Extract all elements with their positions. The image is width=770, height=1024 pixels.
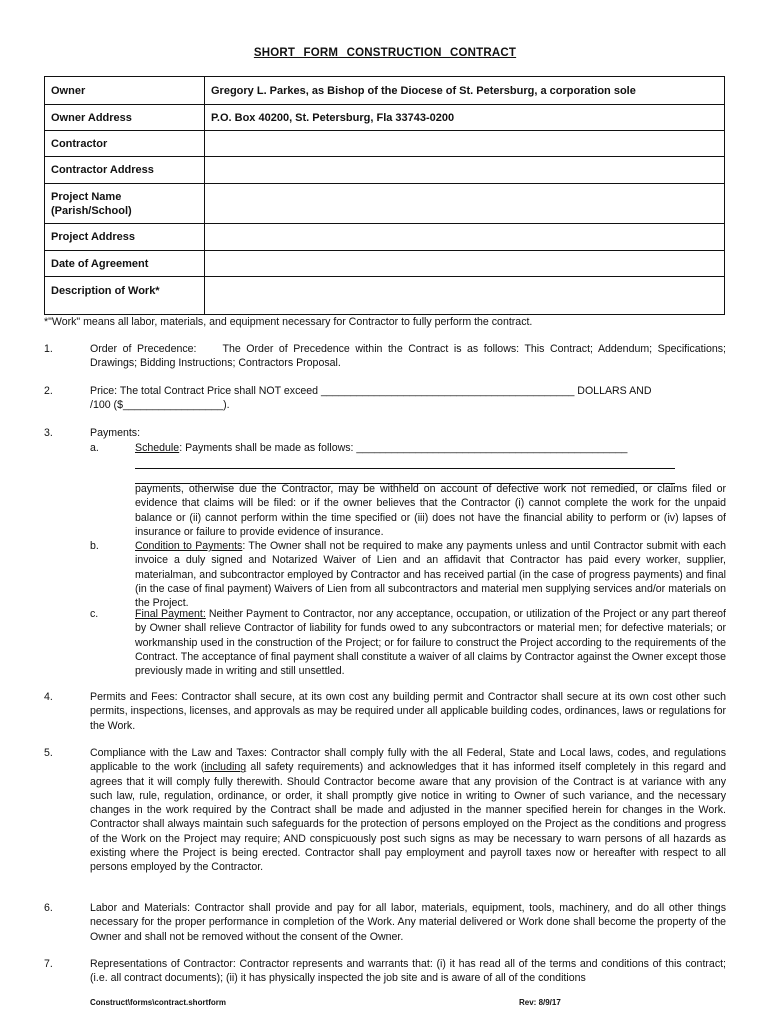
section-2-line1: Price: The total Contract Price shall NOT exceed ___________________________________________ DOLLARS AND	[90, 385, 652, 397]
section-4-number: 4.	[44, 691, 53, 703]
section-3a-lead: Schedule	[135, 442, 180, 454]
owner-address-label: Owner Address	[45, 105, 205, 131]
table-row	[45, 105, 725, 131]
contractor-value[interactable]	[205, 131, 725, 157]
table-row	[45, 277, 725, 315]
section-3a-text	[135, 441, 726, 455]
section-1-lead: Order of Precedence:	[90, 343, 197, 355]
section-5-body-b: all safety requirements) and acknowledges that it has informed itself completely in this regard and agrees that it will comply fully therewith. Should Contractor become aware that any provision of the Contract is at variance with any such law, rule, regulation, ordinance, or order, it shall promptly give notice in writing to Owner of such variance, and the necessary changes in the work required by the Contract shall be made and adjusted in the manner specified herein for changes in the Work. Contractor shall always maintain such safeguards for the protection of persons employed on the Project as the conditions and progress of the Work on the Project may require; AND conspicuously post such signs as may be necessary to warn persons of all hazards as existing where the Project is being erected. Contractor shall pay employment and payroll taxes now or hereafter with respect to all persons employed by the Contractor.	[90, 761, 726, 874]
owner-label: Owner	[45, 77, 205, 105]
section-3-heading: Payments:	[90, 427, 141, 439]
date-of-agreement-label: Date of Agreement	[45, 251, 205, 277]
section-3c-text	[135, 607, 726, 678]
table-row	[45, 224, 725, 251]
section-1-number: 1.	[44, 343, 53, 355]
section-3-number: 3.	[44, 427, 53, 439]
table-row	[45, 131, 725, 157]
section-5-body-a: Compliance with the Law and Taxes: Contractor shall comply fully with the all Federal, State and Local laws, codes, and regulations applicable to the work (	[90, 747, 726, 774]
project-name-value[interactable]	[205, 184, 725, 224]
section-3a-letter: a.	[90, 442, 99, 454]
section-4-text: Permits and Fees: Contractor shall secure, at its own cost any building permit and Contractor shall secure at its own cost other such permits, inspections, licenses, and approvals as may be required under all applicable building codes, ordinances, laws or regulations for the Work.	[90, 691, 726, 732]
table-row	[45, 251, 725, 277]
owner-value: Gregory L. Parkes, as Bishop of the Diocese of St. Petersburg, a corporation sole	[205, 77, 725, 105]
section-3b-letter: b.	[90, 540, 99, 552]
section-6-text: Labor and Materials: Contractor shall provide and pay for all labor, materials, equipment, tools, machinery, and do all other things necessary for the proper performance in completion of the Work. Any material delivered or Work done shall become the property of the Owner and shall not be removed without the consent of the Owner.	[90, 902, 726, 943]
contractor-label: Contractor	[45, 131, 205, 157]
contractor-address-label: Contractor Address	[45, 157, 205, 184]
section-2-number: 2.	[44, 385, 53, 397]
project-name-label-line2: (Parish/School)	[51, 204, 132, 217]
owner-address-value: P.O. Box 40200, St. Petersburg, Fla 33743-0200	[205, 105, 725, 131]
work-definition-footnote: *"Work" means all labor, materials, and equipment necessary for Contractor to fully perform the contract.	[44, 316, 533, 328]
footer-revision: Rev: 8/9/17	[519, 998, 561, 1007]
section-5-text	[90, 746, 726, 875]
document-title: SHORT FORM CONSTRUCTION CONTRACT	[253, 47, 517, 59]
section-2-text	[90, 384, 726, 413]
section-5-underlined: including	[204, 761, 247, 774]
table-row	[45, 157, 725, 184]
section-1-text	[90, 342, 726, 371]
schedule-blank-line-1[interactable]	[135, 468, 675, 469]
project-name-label-line1: Project Name	[51, 190, 122, 203]
section-2-line2: /100 ($_________________).	[90, 399, 230, 412]
description-of-work-label: Description of Work*	[45, 277, 205, 315]
project-address-value[interactable]	[205, 224, 725, 251]
section-3c-body: Neither Payment to Contractor, nor any acceptance, occupation, or utilization of the Project or any part thereof by Owner shall relieve Contractor of liability for funds owed to any subcontractors or material men; for defective materials; or workmanship used in the construction of the Project; or for failure to construct the Project according to the requirements of the Contract. The acceptance of final payment shall constitute a waiver of all claims by Contractor against the Owner except those previously made in writing and still unsettled.	[135, 608, 727, 678]
section-3b-body: : The Owner shall not be required to make any payments unless and until Contractor submit with each invoice a duly signed and Notarized Waiver of Lien and an affidavit that Contractor has paid every worker, supplier, materialman, and subcontractor employed by Contractor and has received partial (in the case of progress payments) and final (in the case of final payment) Waivers of Lien from all subcontractors and material men supplying services and/or materials on the Project.	[135, 540, 726, 610]
footer-file-path: Construct\forms\contract.shortform	[90, 998, 227, 1007]
project-name-label	[45, 184, 205, 224]
section-1-body: The Order of Precedence within the Contract is as follows: This Contract; Addendum; Specifications; Drawings; Bidding Instructions; Contractors Proposal.	[90, 343, 726, 370]
section-3a-continuation: payments, otherwise due the Contractor, may be withheld on account of defective work not remedied, or claims filed or evidence that claims will be filed: or if the owner believes that the Contractor (i) cannot complete the work for the unpaid balance or (ii) cannot perform within the time specified or (iii) does not have the financial ability to perform or (iv) lapses of insurance or failure to provide evidence of insurance.	[135, 483, 726, 538]
section-3b-text	[135, 539, 726, 610]
contractor-address-value[interactable]	[205, 157, 725, 184]
section-3b-lead: Condition to Payments	[135, 540, 243, 552]
section-6-number: 6.	[44, 902, 53, 914]
section-5-number: 5.	[44, 747, 53, 759]
description-of-work-value[interactable]	[205, 277, 725, 315]
table-row	[45, 77, 725, 105]
section-7-text: Representations of Contractor: Contractor represents and warrants that: (i) it has read all of the terms and conditions of this contract; (i.e. all contract documents); (ii) it has physically inspected the job site and is aware of all of the conditions	[90, 958, 726, 985]
date-of-agreement-value[interactable]	[205, 251, 725, 277]
section-3c-letter: c.	[90, 608, 99, 620]
table-row	[45, 184, 725, 224]
project-address-label: Project Address	[45, 224, 205, 251]
section-3c-lead: Final Payment:	[135, 608, 206, 620]
section-3a-body: : Payments shall be made as follows: ______________________________________________	[179, 442, 628, 454]
section-7-number: 7.	[44, 958, 53, 970]
contract-info-table	[44, 76, 725, 315]
